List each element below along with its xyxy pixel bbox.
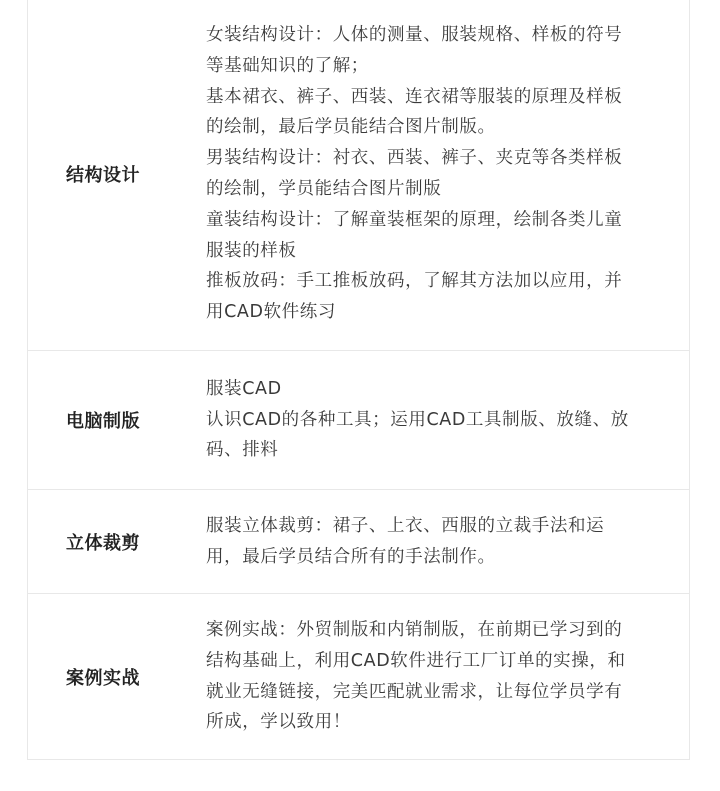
content-line: 基本裙衣、裤子、西装、连衣裙等服装的原理及样板 <box>206 86 623 107</box>
content-line: 用CAD软件练习 <box>206 302 336 323</box>
content-line: 的绘制，最后学员能结合图片制版。 <box>206 117 496 138</box>
content-line: 童装结构设计：了解童装框架的原理，绘制各类儿童 <box>206 209 623 230</box>
content-line: 码、排料 <box>206 440 279 461</box>
row-title: 案例实战 <box>66 667 140 689</box>
content-line: 认识CAD的各种工具；运用CAD工具制版、放缝、放 <box>206 409 629 430</box>
content-line: 结构基础上，利用CAD软件进行工厂订单的实操，和 <box>206 650 626 671</box>
content-line: 的绘制，学员能结合图片制版 <box>206 179 442 199</box>
row-content <box>206 511 689 573</box>
course-row-draping <box>28 489 689 593</box>
content-line: 女装结构设计：人体的测量、服装规格、样板的符号 <box>206 25 623 46</box>
row-title: 立体裁剪 <box>66 532 140 554</box>
content-line: 服装的样板 <box>206 240 297 261</box>
content-line: 推板放码：手工推板放码，了解其方法加以应用，并 <box>206 271 623 292</box>
content-line: 等基础知识的了解； <box>206 55 369 76</box>
content-line: 男装结构设计：衬衣、西装、裤子、夹克等各类样板 <box>206 148 623 169</box>
course-table <box>27 0 690 760</box>
course-row-case-practice <box>28 593 689 759</box>
row-content <box>206 374 689 466</box>
row-content <box>206 615 689 738</box>
row-title: 结构设计 <box>66 165 140 186</box>
content-line: 就业无缝链接，完美匹配就业需求，让每位学员学有 <box>206 681 623 702</box>
content-line: 服装CAD <box>206 378 282 399</box>
course-row-structure-design <box>28 0 689 350</box>
row-content <box>206 20 689 328</box>
content-line: 所成，学以致用！ <box>206 712 351 733</box>
row-title: 电脑制版 <box>66 411 140 432</box>
content-line: 服装立体裁剪：裙子、上衣、西服的立裁手法和运 <box>206 515 605 536</box>
content-line: 用，最后学员结合所有的手法制作。 <box>206 546 496 567</box>
content-line: 案例实战：外贸制版和内销制版，在前期已学习到的 <box>206 619 623 640</box>
course-row-computer-patternmaking <box>28 350 689 489</box>
